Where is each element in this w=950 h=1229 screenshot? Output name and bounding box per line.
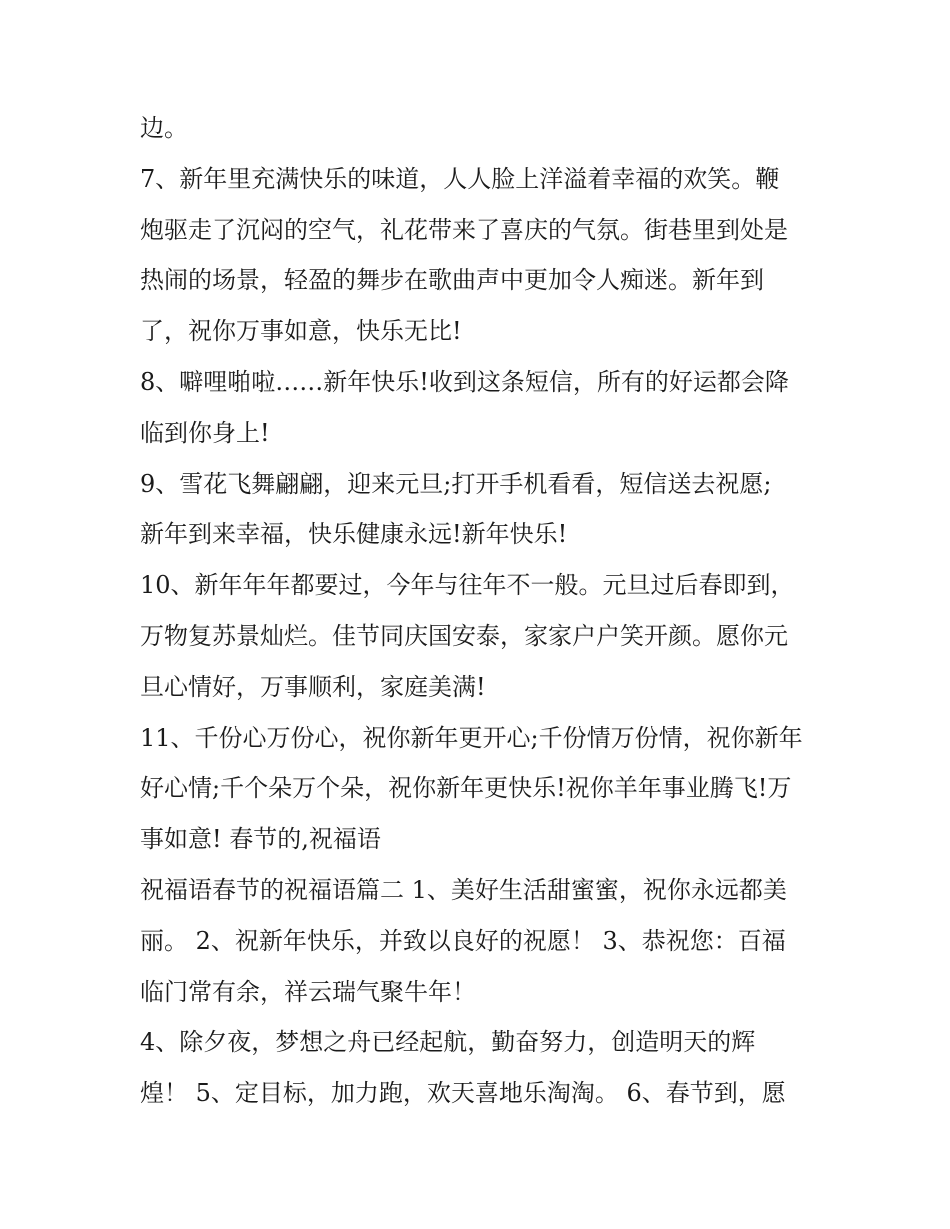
- text-line: 边。: [140, 114, 188, 142]
- text-line: 了，祝你万事如意，快乐无比!: [140, 317, 462, 346]
- text-line: 新年到来幸福，快乐健康永远!新年快乐!: [140, 520, 568, 549]
- text-line: 煌！ 5、定目标，加力跑，欢天喜地乐淘淘。 6、春节到，愿: [140, 1079, 786, 1108]
- text-line: 事如意! 春节的,祝福语: [140, 825, 381, 854]
- text-line: 炮驱走了沉闷的空气，礼花带来了喜庆的气氛。街巷里到处是: [140, 215, 788, 244]
- text-line: 4、除夕夜，梦想之舟已经起航，勤奋努力，创造明天的辉: [140, 1028, 756, 1057]
- text-line: 祝福语春节的祝福语篇二 1、美好生活甜蜜蜜，祝你永远都美: [140, 875, 787, 904]
- text-line: 丽。 2、祝新年快乐，并致以良好的祝愿！ 3、恭祝您：百福: [140, 926, 786, 955]
- text-line: 10、新年年年都要过，今年与往年不一般。元旦过后春即到，: [140, 571, 795, 600]
- text-line: 临门常有余，祥云瑞气聚牛年！: [140, 977, 476, 1006]
- text-line: 万物复苏景灿烂。佳节同庆国安泰，家家户户笑开颜。愿你元: [140, 621, 788, 650]
- text-line: 好心情;千个朵万个朵，祝你新年更快乐!祝你羊年事业腾飞!万: [140, 774, 792, 803]
- text-line: 临到你身上!: [140, 418, 270, 447]
- text-line: 旦心情好，万事顺利，家庭美满!: [140, 672, 486, 701]
- text-line: 11、千份心万份心，祝你新年更开心;千份情万份情，祝你新年: [140, 723, 803, 752]
- text-line: 7、新年里充满快乐的味道，人人脸上洋溢着幸福的欢笑。鞭: [140, 164, 780, 193]
- text-line: 热闹的场景，轻盈的舞步在歌曲声中更加令人痴迷。新年到: [140, 266, 764, 295]
- text-line: 8、噼哩啪啦……新年快乐!收到这条短信，所有的好运都会降: [140, 367, 789, 396]
- document-body: [140, 103, 830, 1119]
- text-line: 9、雪花飞舞翩翩，迎来元旦;打开手机看看，短信送去祝愿;: [140, 469, 772, 498]
